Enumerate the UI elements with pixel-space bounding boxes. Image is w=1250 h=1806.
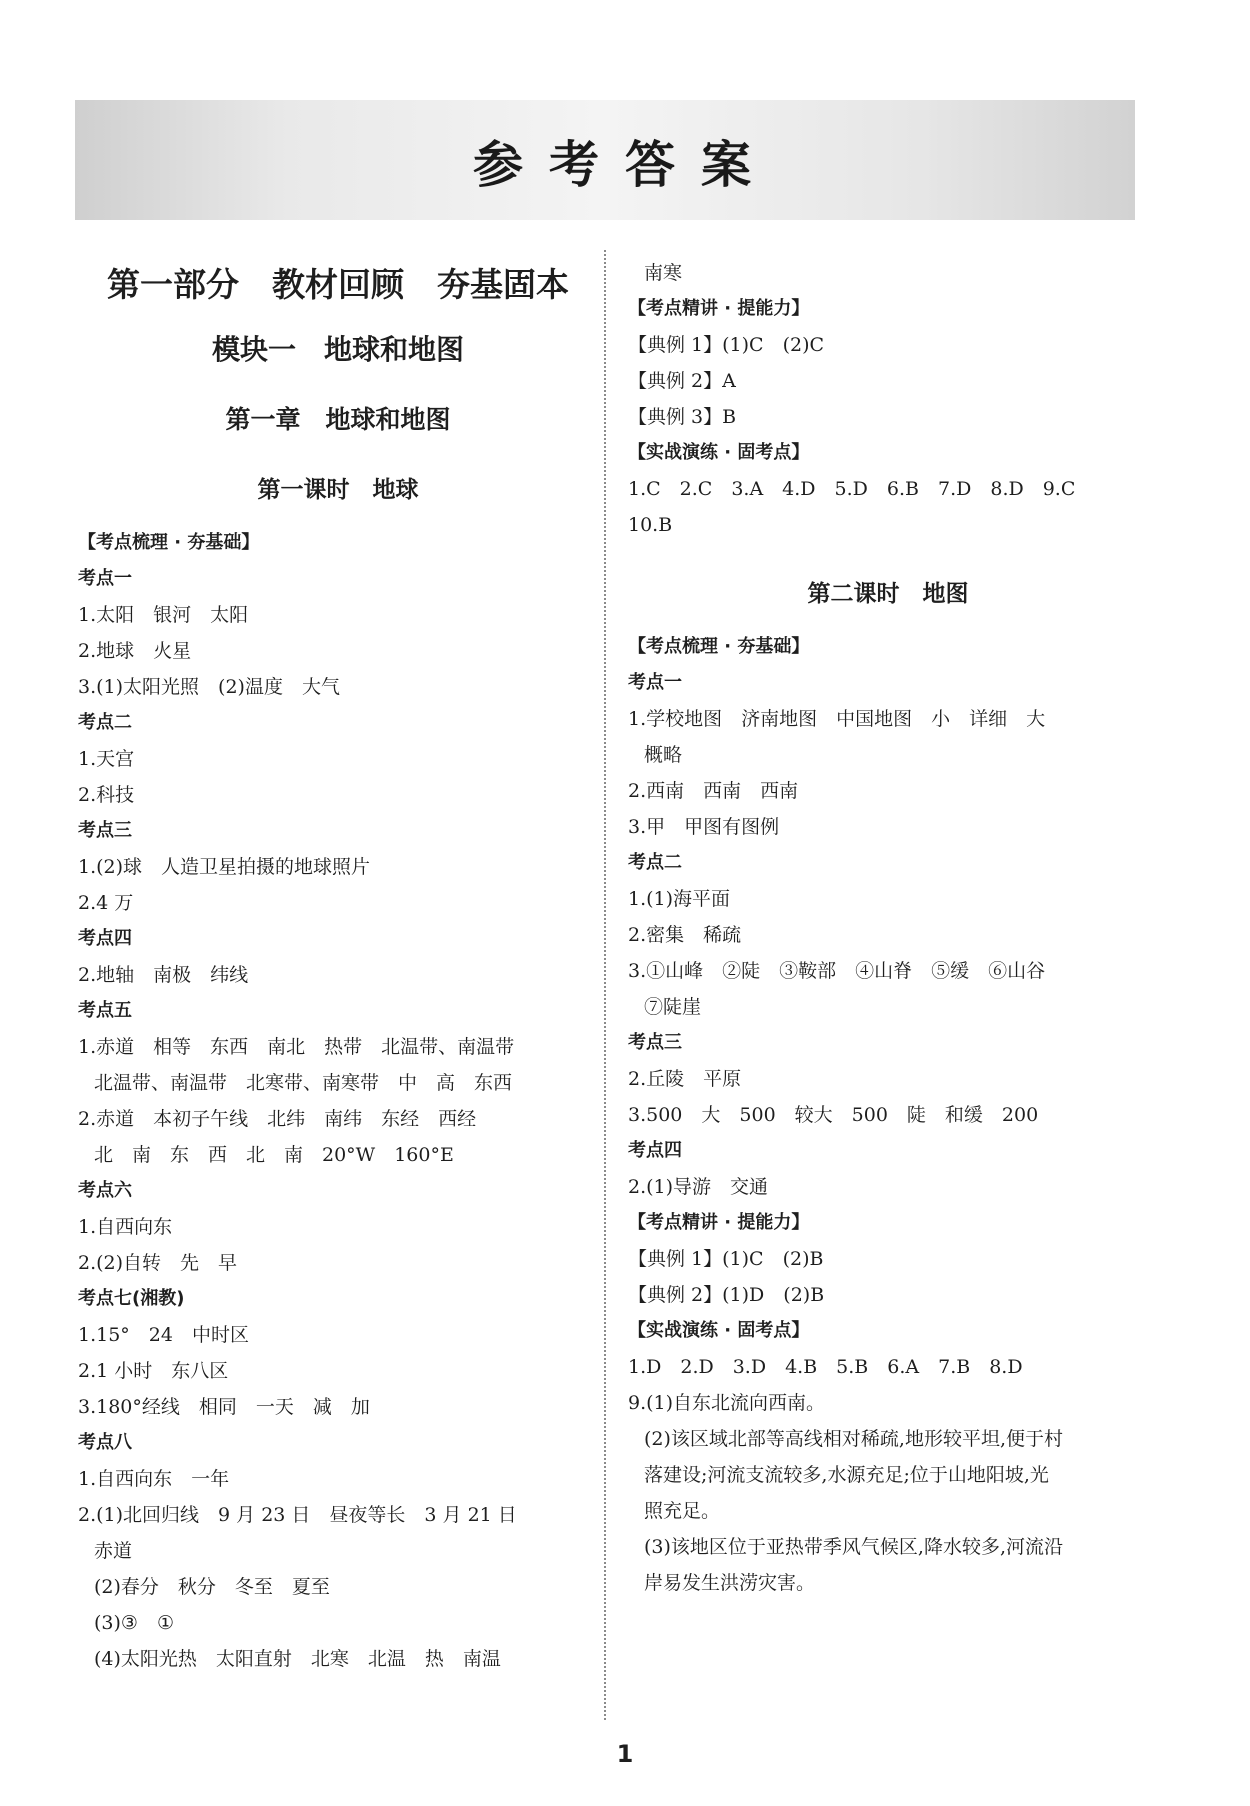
chapter-title: 第一章 地球和地图 [225, 405, 451, 434]
answer-line: 1.赤道 相等 东西 南北 热带 北温带、南温带 [78, 1036, 515, 1058]
kaodian-heading: 考点七(湘教) [78, 1288, 185, 1309]
kaodian-heading: 考点一 [628, 672, 682, 693]
answer-line: 【典例 3】B [628, 406, 737, 428]
answer-line: 1.天宫 [78, 748, 135, 770]
answer-line: 南寒 [644, 262, 683, 284]
section-heading: 【考点梳理 · 夯基础】 [78, 532, 260, 553]
answer-line: 【典例 1】(1)C (2)C [628, 334, 825, 356]
answer-line: 1.D 2.D 3.D 4.B 5.B 6.A 7.B 8.D [628, 1356, 1023, 1378]
left-column [78, 255, 598, 1677]
answer-line: 岸易发生洪涝灾害。 [644, 1572, 816, 1594]
answer-line: 2.科技 [78, 784, 135, 806]
kaodian-heading: 考点三 [628, 1032, 682, 1053]
answer-line: 照充足。 [644, 1500, 721, 1522]
answer-line: 1.C 2.C 3.A 4.D 5.D 6.B 7.D 8.D 9.C [628, 478, 1076, 500]
section-heading: 【考点精讲 · 提能力】 [628, 1212, 810, 1233]
kaodian-heading: 考点四 [78, 928, 132, 949]
answer-line: 【典例 2】A [628, 370, 736, 392]
kaodian-heading: 考点三 [78, 820, 132, 841]
answer-line: (3)该地区位于亚热带季风气候区,降水较多,河流沿 [644, 1536, 1063, 1558]
answer-line: (2)春分 秋分 冬至 夏至 [94, 1576, 330, 1598]
answer-line: 1.15° 24 中时区 [78, 1324, 249, 1346]
answer-line: 3.500 大 500 较大 500 陡 和缓 200 [628, 1104, 1039, 1126]
kaodian-heading: 考点二 [78, 712, 132, 733]
answer-line: 1.自西向东 [78, 1216, 173, 1238]
right-column [628, 255, 1148, 1601]
part-title: 第一部分 教材回顾 夯基固本 [107, 265, 569, 304]
answer-line: 2.地球 火星 [78, 640, 192, 662]
answer-line: 概略 [644, 744, 683, 766]
answer-line: (3)③ ① [94, 1612, 174, 1634]
answer-line: 2.(1)北回归线 9 月 23 日 昼夜等长 3 月 21 日 [78, 1504, 517, 1526]
answer-line: 2.(2)自转 先 早 [78, 1252, 238, 1274]
answer-line: 2.地轴 南极 纬线 [78, 964, 249, 986]
section-heading: 【实战演练 · 固考点】 [628, 442, 810, 463]
answer-line: 北 南 东 西 北 南 20°W 160°E [94, 1144, 454, 1166]
answer-line: 1.(1)海平面 [628, 888, 731, 910]
answer-line: 【典例 2】(1)D (2)B [628, 1284, 825, 1306]
answer-line: 3.①山峰 ②陡 ③鞍部 ④山脊 ⑤缓 ⑥山谷 [628, 960, 1046, 982]
answer-line: 3.(1)太阳光照 (2)温度 大气 [78, 676, 340, 698]
answer-line: (2)该区域北部等高线相对稀疏,地形较平坦,便于村 [644, 1428, 1063, 1450]
answer-line: 1.(2)球 人造卫星拍摄的地球照片 [78, 856, 371, 878]
page-title: 参考答案 [473, 136, 777, 194]
answer-line: 落建设;河流支流较多,水源充足;位于山地阳坡,光 [644, 1464, 1049, 1486]
answer-line: 2.(1)导游 交通 [628, 1176, 769, 1198]
section-heading: 【考点精讲 · 提能力】 [628, 298, 810, 319]
answer-line: (4)太阳光热 太阳直射 北寒 北温 热 南温 [94, 1648, 501, 1670]
answer-line: 1.太阳 银河 太阳 [78, 604, 249, 626]
answer-line: 2.丘陵 平原 [628, 1068, 742, 1090]
section-heading: 【考点梳理 · 夯基础】 [628, 636, 810, 657]
page-number: 1 [616, 1740, 634, 1768]
kaodian-heading: 考点六 [78, 1180, 132, 1201]
answer-line: 2.西南 西南 西南 [628, 780, 799, 802]
lesson-title: 第二课时 地图 [807, 581, 969, 607]
kaodian-heading: 考点一 [78, 568, 132, 589]
answer-line: 赤道 [94, 1540, 133, 1562]
answer-line: 2.赤道 本初子午线 北纬 南纬 东经 西经 [78, 1108, 477, 1130]
answer-line: 1.学校地图 济南地图 中国地图 小 详细 大 [628, 708, 1046, 730]
module-title: 模块一 地球和地图 [211, 333, 464, 366]
kaodian-heading: 考点四 [628, 1140, 682, 1161]
answer-line: 2.密集 稀疏 [628, 924, 742, 946]
answer-line: 3.甲 甲图有图例 [628, 816, 780, 838]
answer-line: 2.4 万 [78, 892, 134, 914]
answer-line: 10.B [628, 514, 673, 536]
section-heading: 【实战演练 · 固考点】 [628, 1320, 810, 1341]
kaodian-heading: 考点二 [628, 852, 682, 873]
answer-line: 2.1 小时 东八区 [78, 1360, 229, 1382]
column-divider [604, 250, 606, 1720]
answer-line: 3.180°经线 相同 一天 减 加 [78, 1396, 370, 1418]
answer-line: ⑦陡崖 [644, 996, 702, 1018]
kaodian-heading: 考点五 [78, 1000, 132, 1021]
answer-line: 9.(1)自东北流向西南。 [628, 1392, 826, 1414]
answer-line: 【典例 1】(1)C (2)B [628, 1248, 824, 1270]
kaodian-heading: 考点八 [78, 1432, 132, 1453]
answer-line: 1.自西向东 一年 [78, 1468, 230, 1490]
lesson-title: 第一课时 地球 [257, 477, 419, 503]
answer-line: 北温带、南温带 北寒带、南寒带 中 高 东西 [94, 1072, 513, 1094]
